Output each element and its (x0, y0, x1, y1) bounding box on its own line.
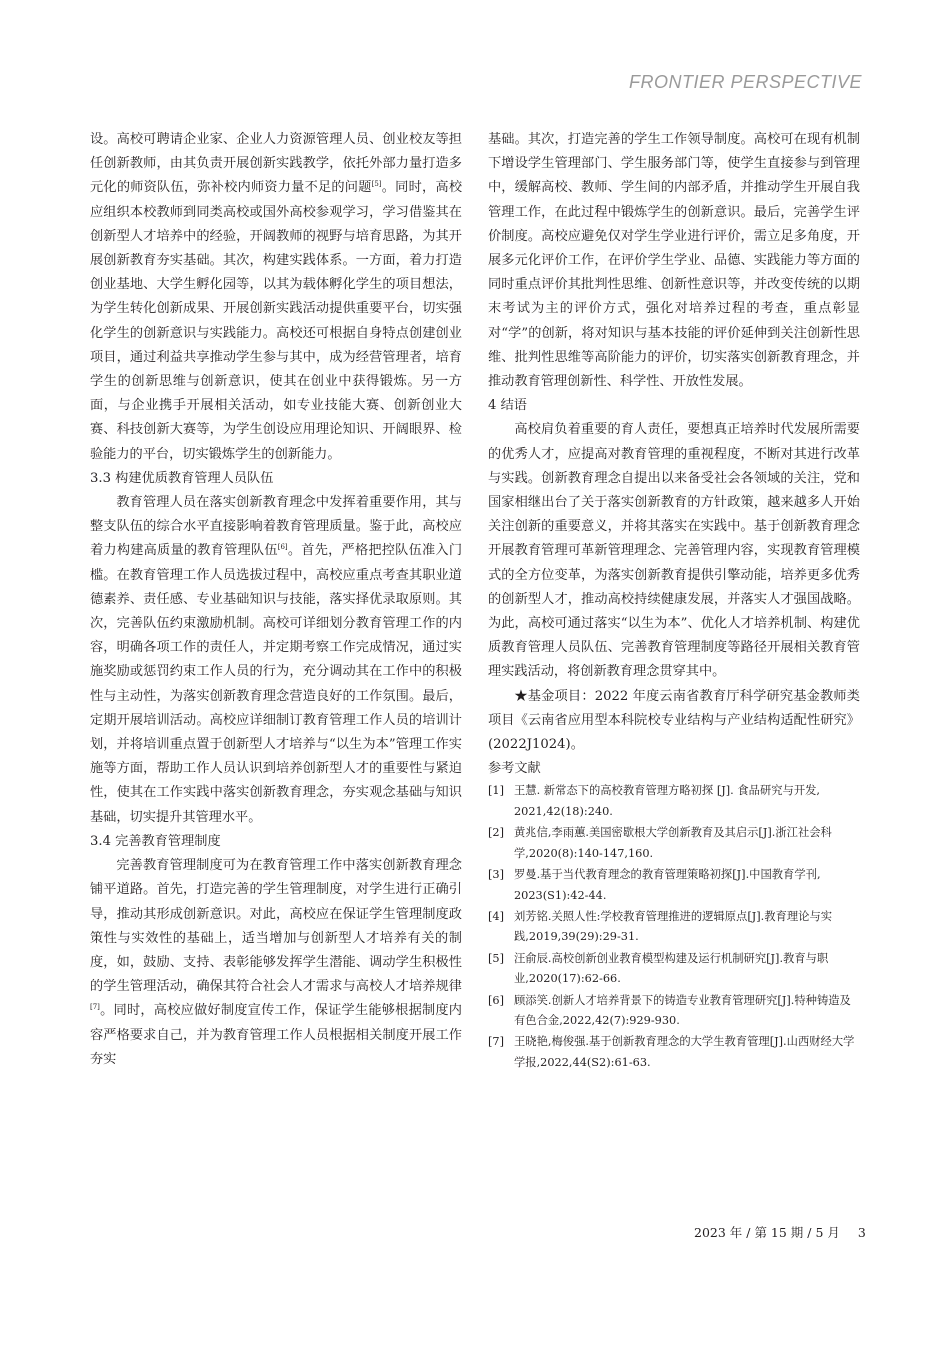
citation: [7] (90, 1003, 100, 1012)
paragraph: 教育管理人员在落实创新教育理念中发挥着重要作用，其与整支队伍的综合水平直接影响着教育管理质量。鉴于此，高校应着力构建高质量的教育管理队伍[6]。首先，严格把控队伍准入门槛。在教育管理工作人员选拔过程中，高校应重点考查其职业道德素养、责任感、专业基础知识与技能，落实择优录取原则。其次，完善队伍约束激励机制。高校可详细划分教育管理工作的内容，明确各项工作的责任人，并定期考察工作完成情况，通过实施奖励或惩罚约束工作人员的行为，充分调动其在工作中的积极性与主动性，为落实创新教育理念营造良好的工作氛围。最后，定期开展培训活动。高校应详细制订教育管理工作人员的培训计划，并将培训重点置于创新型人才培养与“以生为本”管理工作实施等方面，帮助工作人员认识到培养创新型人才的重要性与紧迫性，使其在工作实践中落实创新教育理念，夯实观念基础与知识基础，切实提升其管理水平。 (90, 495, 463, 825)
reference-item: [4] 刘芳铭.关照人性:学校教育管理推进的逻辑原点[J].教育理论与实践,2019,39(29):29-31. (488, 909, 833, 944)
reference-item: [3] 罗曼.基于当代教育理念的教育管理策略初探[J].中国教育学刊, 2023(S1):42-44. (488, 868, 821, 902)
citation: [5] (371, 180, 382, 189)
page-number: 3 (857, 1225, 866, 1240)
section-heading-4: 4 结语 (488, 398, 527, 414)
page-footer (694, 1223, 866, 1241)
section-heading-3-4: 3.4 完善教育管理制度 (90, 833, 221, 849)
references-list (488, 781, 860, 1073)
paragraph: 完善教育管理制度可为在教育管理工作中落实创新教育理念铺平道路。首先，打造完善的学生管理制度，对学生进行正确引导，推动其形成创新意识。对此，高校应在保证学生管理制度政策性与实效性的基础上，适当增加与创新型人才培养有关的制度，如，鼓励、支持、表彰能够发挥学生潜能、调动学生积极性的学生管理活动，确保其符合社会人才需求与高校人才培养规律[7]。同时，高校应做好制度宣传工作，保证学生能够根据制度内容严格要求自己，并为教育管理工作人员根据相关制度开展工作夯实 (90, 858, 462, 1067)
section-heading-3-3: 3.3 构建优质教育管理人员队伍 (90, 470, 274, 486)
issue-info: 2023 年 / 第 15 期 / 5 月 (694, 1225, 840, 1240)
reference-item: [2] 黄兆信,李雨蕙.美国密歇根大学创新教育及其启示[J].浙江社会科学,2020(8):140-147,160. (488, 826, 832, 860)
paragraph: 设。高校可聘请企业家、企业人力资源管理人员、创业校友等担任创新教师，由其负责开展创新实践教学，依托外部力量打造多元化的师资队伍，弥补校内师资力量不足的问题[5]。同时，高校应组织本校教师到同类高校或国外高校参观学习，学习借鉴其在创新型人才培养中的经验，开阔教师的视野与培育思路，为其开展创新教育夯实基础。其次，构建实践体系。一方面，着力打造创业基地、大学生孵化园等，以其为载体孵化学生的项目想法，为学生转化创新成果、开展创新实践活动提供重要平台，切实强化学生的创新意识与实践能力。高校还可根据自身特点创建创业项目，通过利益共享推动学生参与其中，成为经营管理者，培育学生的创新思维与创新意识，使其在创业中获得锻炼。另一方面，与企业携手开展相关活动，如专业技能大赛、创新创业大赛、科技创新大赛等，为学生创设应用理论知识、开阔眼界、检验能力的平台，切实锻炼学生的创新能力。 (90, 132, 463, 462)
paragraph: 基础。其次，打造完善的学生工作领导制度。高校可在现有机制下增设学生管理部门、学生服务部门等，使学生直接参与到管理中，缓解高校、教师、学生间的内部矛盾，并推动学生开展自我管理工作，在此过程中锻炼学生的创新意识。最后，完善学生评价制度。高校应避免仅对学生学业进行评价，需立足多角度，开展多元化评价工作，在评价学生学业、品德、实践能力等方面的同时重点评价其批判性思维、创新性意识等，并改变传统的以期末考试为主的评价方式，强化对培养过程的考查，重点彰显对“学”的创新，将对知识与基本技能的评价延伸到关注创新性思维、批判性思维等高阶能力的评价，切实落实创新教育理念，并推动教育管理创新性、科学性、开放性发展。 (488, 132, 860, 390)
reference-item: [5] 汪俞辰.高校创新创业教育模型构建及运行机制研究[J].教育与职业,2020(17):62-66. (488, 951, 829, 986)
fund-note: ★基金项目：2022 年度云南省教育厅科学研究基金教师类项目《云南省应用型本科院校专业结构与产业结构适配性研究》(2022J1024)。 (488, 688, 860, 753)
reference-item: [6] 顾添笑.创新人才培养背景下的铸造专业教育管理研究[J].特种铸造及有色合金,2022,42(7):929-930. (488, 993, 851, 1027)
left-column (90, 128, 462, 1072)
references-title: 参考文献 (488, 761, 541, 777)
paragraph: 高校肩负着重要的育人责任，要想真正培养时代发展所需要的优秀人才，应提高对教育管理的重视程度，不断对其进行改革与实践。创新教育理念自提出以来备受社会各领域的关注，党和国家相继出台了关于落实创新教育的方针政策，越来越多人开始关注创新的重要意义，并将其落实在实践中。基于创新教育理念开展教育管理可革新管理理念、完善管理内容，实现教育管理模式的全方位变革，为落实创新教育提供引擎动能，培养更多优秀的创新型人才，推动高校持续健康发展，并落实人才强国战略。为此，高校可通过落实“以生为本”、优化人才培养机制、构建优质教育管理人员队伍、完善教育管理制度等路径开展相关教育管理实践活动，将创新教育理念贯穿其中。 (488, 422, 860, 680)
reference-item: [7] 王晓艳,梅俊强.基于创新教育理念的大学生教育管理[J].山西财经大学学报,2022,44(S2):61-63. (488, 1035, 855, 1069)
reference-item: [1] 王慧. 新常态下的高校教育管理方略初探 [J]. 食品研究与开发, 2021,42(18):240. (488, 784, 821, 818)
citation: [6] (277, 543, 288, 552)
right-column (488, 128, 860, 1074)
journal-header-title: FRONTIER PERSPECTIVE (628, 72, 862, 92)
